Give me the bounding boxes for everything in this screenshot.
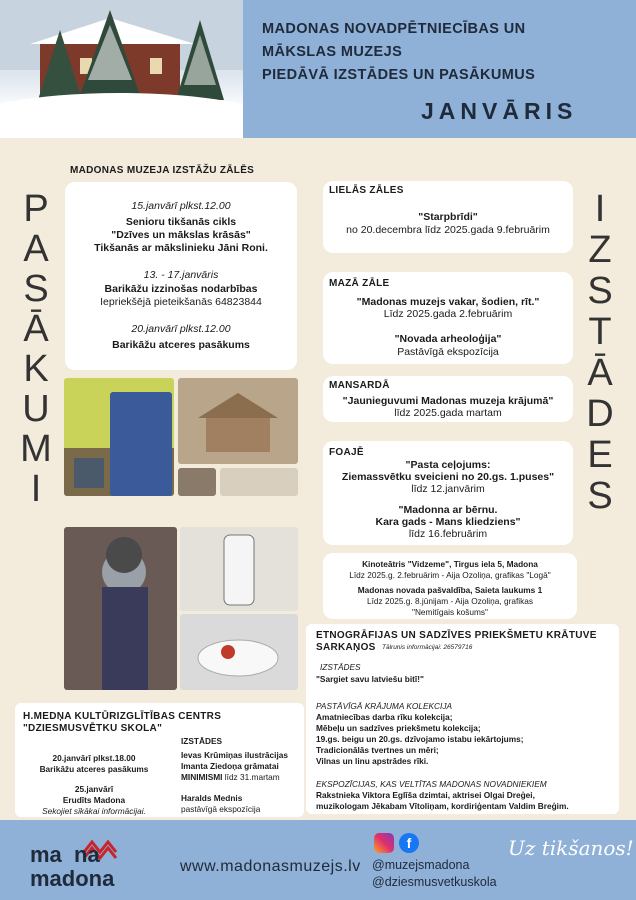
event-date: 15.janvārī plkst.12.00 xyxy=(131,200,231,212)
photo-wooden-model xyxy=(178,378,298,464)
letter: S xyxy=(587,475,613,517)
etno-expositions-label: EKSPOZĪCIJAS, KAS VELTĪTAS MADONAS NOVADNIEKIEM xyxy=(316,779,547,789)
medna-exhibitions-label: IZSTĀDES xyxy=(181,736,223,746)
etno-card xyxy=(306,624,619,814)
instagram-icon[interactable] xyxy=(374,833,394,853)
letter: Z xyxy=(588,229,612,271)
month-title: JANVĀRIS xyxy=(421,98,578,124)
exhibition-name: "Pasta ceļojums: xyxy=(405,459,491,471)
medna-subtitle: "DZIESMUSVĒTKU SKOLA" xyxy=(23,723,163,734)
collection-item: Amatniecības darba rīku kolekcija; xyxy=(316,712,453,722)
exhibition-name: "Jaunieguvumi Madonas muzeja krājumā" xyxy=(342,395,554,407)
medna-exhibition-title: MINIMISMI xyxy=(181,772,223,782)
logo-text-top: ma na xyxy=(30,842,100,867)
exhibition-name: "Madonas muzejs vakar, šodien, rīt." xyxy=(356,296,540,308)
photo-beaded-costume xyxy=(64,527,177,690)
exhibition-card-lielas xyxy=(323,181,573,253)
vertical-word-izstades xyxy=(578,190,622,518)
medna-title: H.MEDŅA KULTŪRIZGLĪTĪBAS CENTRS xyxy=(23,711,222,722)
medna-exhibition-line: Imanta Ziedoņa grāmatai xyxy=(181,761,279,771)
photo-ceramics xyxy=(180,614,298,690)
website-link[interactable]: www.madonasmuzejs.lv xyxy=(180,858,361,875)
letter: P xyxy=(23,188,49,230)
exposition-line: Rakstnieka Viktora Eglīša dzimtai, aktrisei Olgai Dreģei, xyxy=(316,790,535,800)
exhibition-dates: līdz 12.janvārim xyxy=(411,483,485,495)
exhibition-dates: līdz 16.februārim xyxy=(408,528,488,540)
venue-exhibition: "Nemitīgais košums" xyxy=(412,607,488,617)
letter: S xyxy=(23,268,49,310)
medna-event-name: Barikāžu atceres pasākums xyxy=(39,764,149,774)
letter: A xyxy=(23,228,49,270)
exhibition-dates: Pastāvīgā ekspozīcija xyxy=(397,346,499,358)
venue-name: Kinoteātris "Vidzeme", Tirgus iela 5, Madona xyxy=(362,559,538,569)
letter: D xyxy=(586,393,614,435)
event-date: 13. - 17.janvāris xyxy=(143,269,219,281)
letter: M xyxy=(20,428,52,470)
event-description: Tikšanās ar mākslinieku Jāni Roni. xyxy=(94,242,268,254)
header-title-line-3: PIEDĀVĀ IZSTĀDES UN PASĀKUMUS xyxy=(262,67,536,83)
exhibition-hall-title: MAZĀ ZĀLE xyxy=(329,278,390,289)
collection-item: Mēbeļu un sadzīves priekšmetu kolekcija; xyxy=(316,723,481,733)
letter: Ā xyxy=(23,308,49,350)
medna-exhibition-line: pastāvīgā ekspozīcija xyxy=(181,804,261,814)
medna-card xyxy=(15,703,304,817)
etno-collection-label: PASTĀVĪGĀ KRĀJUMA KOLEKCIJA xyxy=(316,701,453,711)
event-title: Barikāžu izzinošas nodarbības xyxy=(104,283,258,295)
collection-item: Vilnas un linu apstrādes rīki. xyxy=(316,756,429,766)
exhibition-card-maza xyxy=(323,272,573,364)
etno-exhibitions-label: IZSTĀDES xyxy=(320,662,361,672)
exhibition-dates: no 20.decembra līdz 2025.gada 9.februārim xyxy=(346,224,550,236)
medna-event-date: 20.janvārī plkst.18.00 xyxy=(52,753,136,763)
venue-exhibition: Līdz 2025.g. 2.februārim - Aija Ozoliņa, grafikas "Logā" xyxy=(349,570,551,580)
etno-title: ETNOGRĀFIJAS UN SADZĪVES PRIEKŠMETU KRĀTUVE xyxy=(316,630,597,641)
medna-event-note: Sekojiet sīkākai informācijai. xyxy=(42,806,146,816)
vertical-word-pasakumi xyxy=(14,190,58,510)
exhibition-card-mansarda xyxy=(323,376,573,422)
venue-exhibition: Līdz 2025.g. 8.jūnijam - Aija Ozoliņa, grafikas xyxy=(366,596,534,606)
medna-exhibition-line xyxy=(181,772,280,783)
photo-vase xyxy=(180,527,298,611)
exhibition-card-foaje xyxy=(323,441,573,545)
facebook-icon[interactable]: f xyxy=(399,833,419,853)
letter: E xyxy=(587,434,613,476)
exhibition-name: "Starpbrīdi" xyxy=(418,211,478,223)
medna-exhibition-dates: līdz 31.martam xyxy=(222,772,280,782)
winter-museum-photo xyxy=(0,0,243,138)
exhibition-dates: Līdz 2025.gada 2.februārim xyxy=(383,308,513,320)
logo-text-bottom: madona xyxy=(30,866,115,891)
event-subtitle: "Dzīves un mākslas krāsās" xyxy=(111,229,251,241)
exhibition-dates: līdz 2025.gada martam xyxy=(394,407,502,419)
photo-small-1 xyxy=(178,468,216,496)
event-date: 20.janvārī plkst.12.00 xyxy=(131,323,231,335)
exhibition-hall-title: FOAJĒ xyxy=(329,447,364,458)
medna-event-name: Erudīts Madona xyxy=(62,795,126,805)
facebook-handle[interactable]: @dziesmusvetkuskola xyxy=(372,875,497,889)
medna-event-date: 25.janvārī xyxy=(74,784,114,794)
collection-item: Tradicionālās tvertnes un mēri; xyxy=(316,745,439,755)
letter: K xyxy=(23,348,49,390)
letter: U xyxy=(22,388,50,430)
letter: T xyxy=(588,311,612,353)
header-title-line-2: MĀKSLAS MUZEJS xyxy=(262,44,403,60)
medna-exhibition-line: Haralds Mednis xyxy=(181,793,243,803)
etno-exhibition-item: "Sargiet savu latviešu bitī!" xyxy=(316,674,424,684)
photo-blue-figure xyxy=(110,392,172,496)
letter: I xyxy=(594,188,606,230)
header-title-line-1: MADONAS NOVADPĒTNIECĪBAS UN xyxy=(262,21,526,37)
letter: I xyxy=(30,468,42,510)
slogan: Uz tikšanos! xyxy=(508,836,634,860)
instagram-handle[interactable]: @muzejsmadona xyxy=(372,858,470,872)
events-section-title: MADONAS MUZEJA IZSTĀŽU ZĀLĒS xyxy=(70,165,255,176)
medna-exhibition-line: Ievas Krūmiņas ilustrācijas xyxy=(181,750,288,760)
letter: S xyxy=(587,270,613,312)
event-title: Barikāžu atceres pasākums xyxy=(112,339,250,351)
exhibition-hall-title: MANSARDĀ xyxy=(329,380,390,391)
exhibition-name: "Novada arheoloģija" xyxy=(394,333,502,345)
exhibition-name: "Madonna ar bērnu. xyxy=(398,504,498,516)
letter: Ā xyxy=(587,352,613,394)
exhibition-name: Ziemassvētku sveicieni no 20.gs. 1.puses" xyxy=(341,471,555,483)
exhibition-card-other-venues xyxy=(323,553,577,619)
photo-small-2 xyxy=(220,468,298,496)
events-card xyxy=(65,182,297,370)
venue-name: Madonas novada pašvaldība, Saieta laukums 1 xyxy=(357,585,543,595)
exposition-line: muzikologam Jēkabam Vītoliņam, kordiriģentam Valdim Breģim. xyxy=(316,801,569,811)
etno-phone: Tālrunis informācijai: 26579716 xyxy=(382,644,473,651)
event-note: Iepriekšējā pieteikšanās 64823844 xyxy=(100,296,262,308)
exhibition-hall-title: LIELĀS ZĀLES xyxy=(329,185,404,196)
etno-title-2: SARKAŅOS xyxy=(316,642,376,653)
event-title: Senioru tikšanās cikls xyxy=(125,216,237,228)
exhibition-name: Kara gads - Mans kliedziens" xyxy=(375,516,521,528)
collection-item: 19.gs. beigu un 20.gs. dzīvojamo istabu iekārtojums; xyxy=(316,734,524,744)
